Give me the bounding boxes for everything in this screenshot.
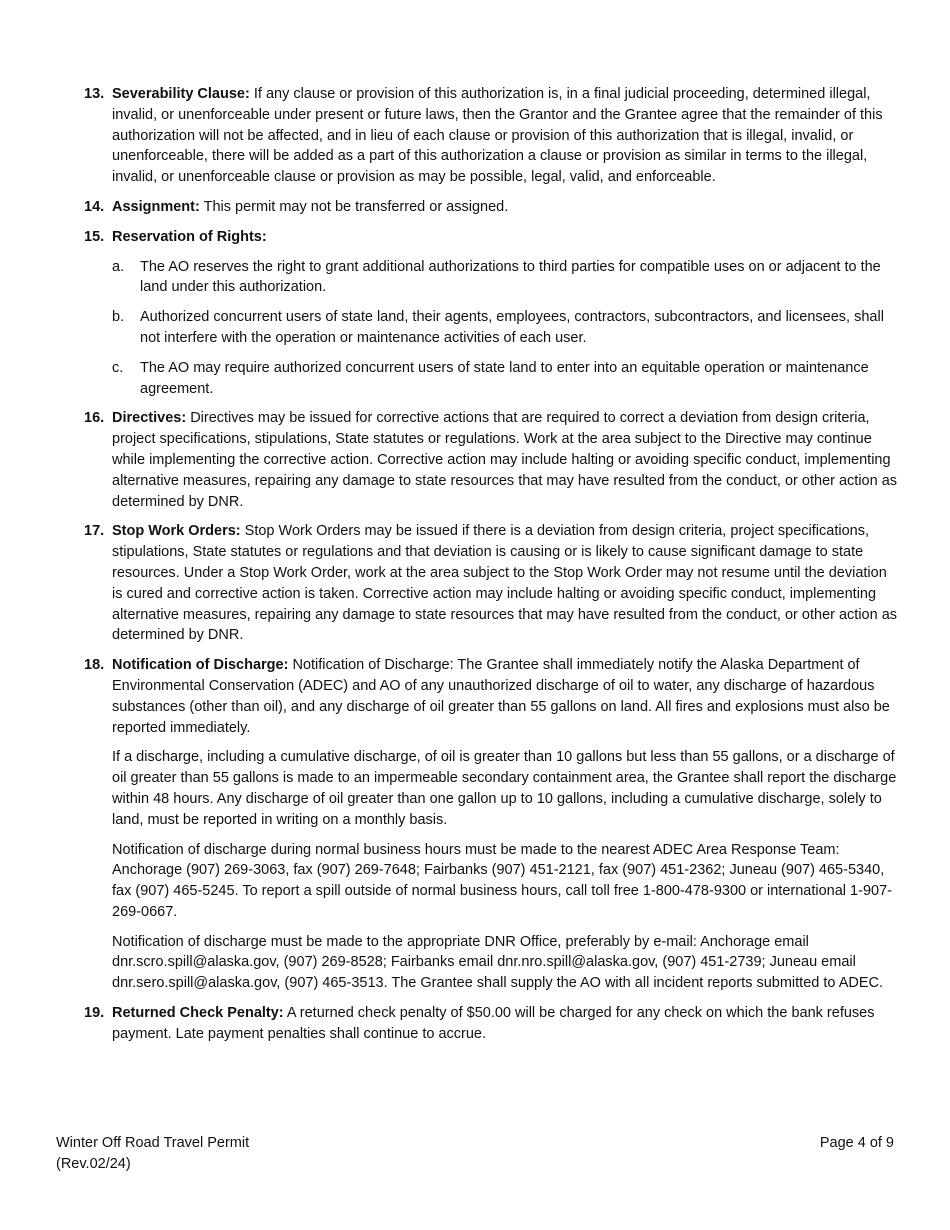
- clause-paragraph: Notification of discharge during normal business hours must be made to the nearest ADEC Area Response Team: Anchorage (907) 269-3063, fax (907) 269-7648; Fairbanks (907) 451-2121, fax (907) 451-2362; Juneau (907) 465-5340, fax (907) 465-5245. To report a spill outside of normal business hours, call toll free 1-800-478-9300 or international 1-907-269-0667.: [112, 841, 892, 920]
- clause-16: [84, 408, 898, 512]
- footer-document-info: [56, 1133, 249, 1175]
- clause-heading: Directives:: [112, 410, 187, 427]
- clause-paragraph: [112, 655, 898, 738]
- clause-paragraph: [112, 84, 898, 188]
- clause-paragraph: [112, 1003, 898, 1045]
- sub-clause-a: [112, 257, 898, 299]
- clause-number: 17.: [84, 523, 105, 540]
- clause-text: Notification of Discharge: The Grantee shall immediately notify the Alaska Department of Environmental Conservation (ADEC) and AO of any unauthorized discharge of oil to water, any discharge of hazardous substances (other than oil), and any discharge of oil greater than 55 gallons on land. All fires and explosions must also be reported immediately.: [112, 657, 890, 736]
- sub-clause-list: [112, 257, 898, 400]
- clause-heading: Assignment:: [112, 198, 200, 215]
- clause-19: [84, 1003, 898, 1045]
- sub-clause-text: The AO may require authorized concurrent users of state land to enter into an equitable operation or maintenance agreement.: [140, 359, 869, 397]
- clause-paragraph: Notification of discharge must be made to the appropriate DNR Office, preferably by e-mail: Anchorage email dnr.scro.spill@alaska.gov, (907) 269-8528; Fairbanks email dnr.nro.spill@alaska.gov, (907) 451-2739; Juneau email dnr.sero.spill@alaska.gov, (907) 465-3513. The Grantee shall supply the AO with all incident reports submitted to ADEC.: [112, 933, 884, 992]
- sub-clause-c: [112, 358, 898, 400]
- clause-number: 13.: [84, 86, 105, 102]
- clause-paragraph: [112, 227, 898, 248]
- sub-clause-letter: b.: [112, 309, 125, 326]
- clause-heading: Notification of Discharge:: [112, 657, 289, 674]
- clause-14: [84, 197, 898, 218]
- clause-text: A returned check penalty of $50.00 will be charged for any check on which the bank refuses payment. Late payment penalties shall continue to accrue.: [112, 1005, 875, 1042]
- clause-number: 16.: [84, 410, 105, 427]
- footer-title: Winter Off Road Travel Permit: [56, 1135, 250, 1151]
- sub-clause-text: Authorized concurrent users of state land, their agents, employees, contractors, subcontractors, and licensees, shall not interfere with the operation or maintenance activities of each user.: [140, 309, 884, 346]
- clause-number: 19.: [84, 1005, 105, 1022]
- clause-text: This permit may not be transferred or assigned.: [203, 198, 509, 215]
- clause-17: [84, 521, 898, 646]
- clause-text: Directives may be issued for corrective actions that are required to correct a deviation from design criteria, project specifications, stipulations, State statutes or regulations. Work at the area subject to the Directive may continue while implementing the corrective action. Corrective action may include halting or avoiding specific conduct, implementing alternative measures, repairing any damage to state resources that may have resulted from the conduct, or other action as determined by DNR.: [112, 410, 898, 510]
- clause-number: 15.: [84, 228, 105, 245]
- clause-number: 18.: [84, 657, 105, 674]
- clause-18: [84, 655, 898, 994]
- clause-paragraph: [112, 521, 898, 646]
- sub-clause-letter: c.: [112, 359, 124, 376]
- clause-paragraph: [112, 197, 898, 218]
- clause-paragraph: If a discharge, including a cumulative discharge, of oil is greater than 10 gallons but less than 55 gallons, or a discharge of oil greater than 55 gallons is made to an impermeable secondary containment area, the Grantee shall report the discharge within 48 hours. Any discharge of oil greater than one gallon up to 10 gallons, including a cumulative discharge, solely to land, must be reported in writing on a monthly basis.: [112, 749, 897, 828]
- clause-heading: Returned Check Penalty:: [112, 1005, 284, 1022]
- sub-clause-letter: a.: [112, 258, 125, 275]
- sub-clause-text: The AO reserves the right to grant additional authorizations to third parties for compatible uses on or adjacent to the land under this authorization.: [140, 258, 881, 296]
- footer-page-number: Page 4 of 9: [819, 1135, 894, 1151]
- clause-text: If any clause or provision of this authorization is, in a final judicial proceeding, determined illegal, invalid, or unenforceable under present or future laws, then the Grantor and the Grantee agree that the remainder of this authorization will not be affected, and in lieu of each clause or provision of this authorization that is illegal, invalid, or unenforceable, there will be added as a part of this authorization a clause or provision as similar in terms to the illegal, invalid, or unenforceable clause or provision as may be possible, legal, valid, and enforceable.: [112, 86, 883, 186]
- clause-13: [84, 84, 898, 188]
- clause-text: Stop Work Orders may be issued if there is a deviation from design criteria, project specifications, stipulations, State statutes or regulations and that deviation is causing or is likely to cause significant damage to state resources. Under a Stop Work Order, work at the area subject to the Stop Work Order may not resume until the deviation is cured and corrective action is taken. Corrective action may include halting or avoiding specific conduct, implementing alternative measures, repairing any damage to state resources that may have resulted from the conduct, or other action as determined by DNR.: [112, 523, 898, 644]
- clause-15: [84, 227, 898, 400]
- document-body: [84, 84, 898, 1054]
- clause-number: 14.: [84, 198, 105, 215]
- clause-paragraph: [112, 408, 898, 512]
- sub-clause-b: [112, 307, 898, 349]
- clause-heading: Reservation of Rights:: [112, 228, 267, 245]
- clause-heading: Severability Clause:: [112, 86, 250, 102]
- footer-revision: (Rev.02/24): [56, 1156, 131, 1172]
- clause-heading: Stop Work Orders:: [112, 523, 241, 540]
